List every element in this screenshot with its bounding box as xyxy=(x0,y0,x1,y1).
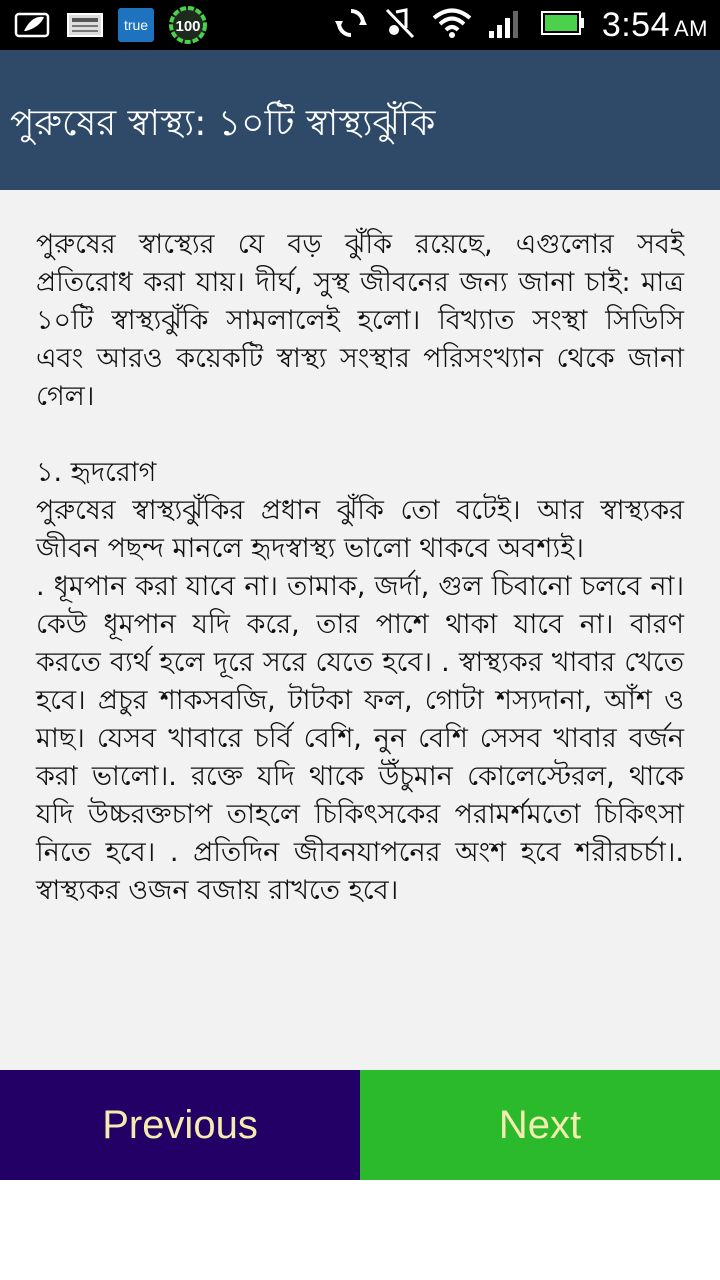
signal-icon xyxy=(488,7,524,43)
clock: 3:54 AM xyxy=(601,5,708,44)
news-icon xyxy=(66,11,104,39)
mute-icon xyxy=(384,6,416,44)
battery-saver-100-icon xyxy=(168,5,208,45)
article-body xyxy=(36,226,684,910)
section-heading: ১. হৃদরোগ xyxy=(36,457,157,488)
true-app-icon: true xyxy=(118,8,154,42)
sync-icon xyxy=(334,6,368,44)
section-paragraph-tips: . ধূমপান করা যাবে না। তামাক, জর্দা, গুল চিবানো চলবে না। কেউ ধূমপান যদি করে, তার পাশে থাকা যাবে না। বারণ করতে ব্যর্থ হলে দূরে সরে যেতে হবে। . স্বাস্থ্যকর খাবার খেতে হবে। প্রচুর শাকসবজি, টাটকা ফল, গোটা শস্যদানা, আঁশ ও মাছ। যেসব খাবারে চর্বি বেশি, নুন বেশি সেসব খাবার বর্জন করা ভালো।. রক্তে যদি থাকে উঁচুমান কোলেস্টেরল, থাকে যদি উচ্চরক্তচাপ তাহলে চিকিৎসকের পরামর্শমতো চিকিৎসা নিতে হবে। . প্রতিদিন জীবনযাপনের অংশ হবে শরীরচর্চা।. স্বাস্থ্যকর ওজন বজায় রাখতে হবে। xyxy=(36,571,684,906)
page-title: পুরুষের স্বাস্থ্য: ১০টি স্বাস্থ্যঝুঁকি xyxy=(10,103,436,144)
notes-icon xyxy=(14,11,52,39)
status-bar xyxy=(0,0,720,50)
bottom-blank-area xyxy=(0,1180,720,1280)
next-button[interactable]: Next xyxy=(360,1070,720,1180)
previous-button[interactable]: Previous xyxy=(0,1070,360,1180)
article-scroll-area[interactable] xyxy=(0,190,720,1070)
article-intro: পুরুষের স্বাস্থ্যের যে বড় ঝুঁকি রয়েছে, এগুলোর সবই প্রতিরোধ করা যায়। দীর্ঘ, সুস্থ জীবনের জন্য জানা চাই: মাত্র ১০টি স্বাস্থ্যঝুঁকি সামলালেই হলো। বিখ্যাত সংস্থা সিডিসি এবং আরও কয়েকটি স্বাস্থ্য সংস্থার পরিসংখ্যান থেকে জানা গেল। xyxy=(36,229,684,412)
notification-icons xyxy=(14,6,208,44)
section-paragraph: পুরুষের স্বাস্থ্যঝুঁকির প্রধান ঝুঁকি তো বটেই। আর স্বাস্থ্যকর জীবন পছন্দ মানলে হৃদস্বাস্থ্য ভালো থাকবে অবশ্যই। xyxy=(36,495,684,564)
title-bar xyxy=(0,50,720,190)
battery-icon xyxy=(540,9,586,41)
svg-text:100: 100 xyxy=(175,18,201,35)
wifi-icon xyxy=(432,7,472,43)
paragraph-gap xyxy=(36,416,684,454)
system-icons xyxy=(334,0,708,50)
